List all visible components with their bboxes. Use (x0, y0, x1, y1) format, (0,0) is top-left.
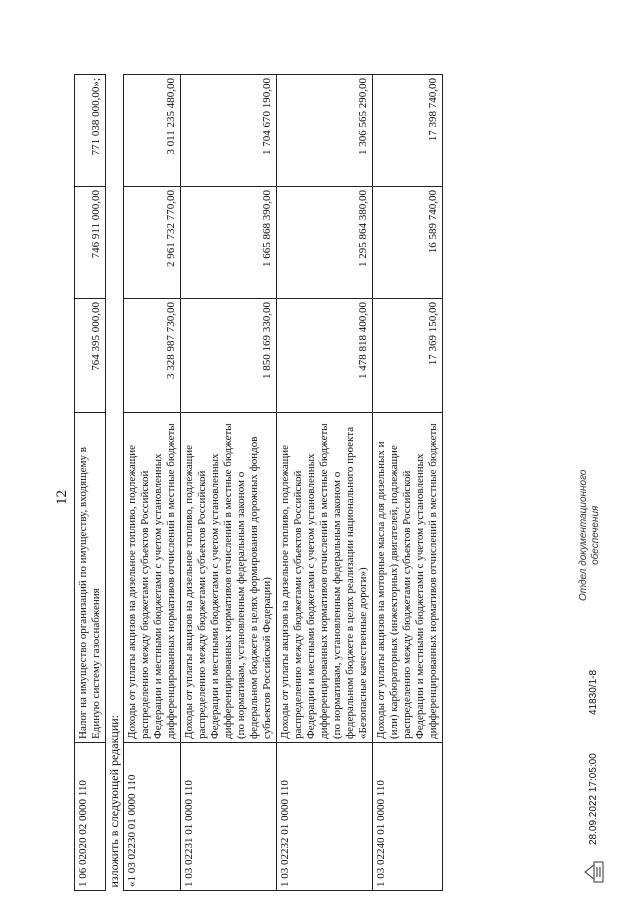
budget-code-cell: 1 03 02231 01 0000 110 (181, 743, 277, 891)
amount-cell-year2: 2 961 732 770,00 (124, 187, 181, 299)
footer-department-line1: Отдел документационного (578, 469, 589, 601)
amount-cell-year2: 746 911 000,00 (75, 187, 106, 299)
table-row (181, 75, 277, 891)
budget-code-cell: 1 03 02232 01 0000 110 (277, 743, 373, 891)
table-row (75, 75, 106, 891)
description-cell: Доходы от уплаты акцизов на дизельное топливо, подлежащие распределению между бюджетами субъектов Российской Федерации и местными бюджетами с учетом установленных дифференцированных нормативов отчислений в местные бюджеты (по нормативам, установленным федеральным законом о федеральном бюджете в целях формирования дорожных фондов субъектов Российской Федерации) (181, 413, 277, 743)
table-row (277, 75, 373, 891)
amount-cell-year2: 1 665 868 390,00 (181, 187, 277, 299)
budget-code-cell: 1 06 02020 02 0000 110 (75, 743, 106, 891)
amount-cell-year1: 17 369 150,00 (373, 299, 443, 413)
table-row (124, 75, 181, 891)
document-footer (576, 75, 616, 891)
amount-cell-year3: 1 704 670 190,00 (181, 75, 277, 187)
description-cell: Доходы от уплаты акцизов на дизельное топливо, подлежащие распределению между бюджетами субъектов Российской Федерации и местными бюджетами с учетом установленных дифференцированных нормативов отчислений в местные бюджеты (124, 413, 181, 743)
document-page (20, 65, 620, 905)
amendment-heading-row (106, 75, 124, 891)
footer-datetime: 28.09.2022 17:05:00 (588, 753, 599, 845)
budget-code-cell: «1 03 02230 01 0000 110 (124, 743, 181, 891)
amount-cell-year1: 1 478 818 400,00 (277, 299, 373, 413)
footer-department-line2: обеспечения (590, 505, 601, 565)
description-cell: Доходы от уплаты акцизов на дизельное топливо, подлежащие распределению между бюджетами субъектов Российской Федерации и местными бюджетами с учетом установленных дифференцированных нормативов отчислений в местные бюджеты (по нормативам, установленным федеральным законом о федеральном бюджете в целях реализации национального проекта «Безопасные качественные дороги») (277, 413, 373, 743)
registry-stamp-icon (580, 859, 606, 885)
budget-code-cell: 1 03 02240 01 0000 110 (373, 743, 443, 891)
amount-cell-year1: 764 395 000,00 (75, 299, 106, 413)
description-cell: Налог на имущество организаций по имуществу, входящему в Единую систему газоснабжения (75, 413, 106, 743)
revenue-table (74, 74, 443, 891)
amount-cell-year3: 3 011 235 480,00 (124, 75, 181, 187)
amount-cell-year3: 771 038 000,00»; (75, 75, 106, 187)
amount-cell-year3: 17 398 740,00 (373, 75, 443, 187)
footer-doc-number: 41830/1-8 (588, 669, 599, 715)
amount-cell-year3: 1 306 565 290,00 (277, 75, 373, 187)
description-cell: Доходы от уплаты акцизов на моторные масла для дизельных и (или) карбюраторных (инжекторных) двигателей, подлежащие распределению между бюджетами субъектов Российской Федерации и местными бюджетами с учетом установленных дифференцированных нормативов отчислений в местные бюджеты (373, 413, 443, 743)
amount-cell-year2: 1 295 864 380,00 (277, 187, 373, 299)
amount-cell-year2: 16 589 740,00 (373, 187, 443, 299)
table-row (373, 75, 443, 891)
amendment-heading: изложить в следующей редакции: (106, 75, 124, 891)
amount-cell-year1: 3 328 987 730,00 (124, 299, 181, 413)
footer-department (578, 470, 602, 601)
page-number: 12 (54, 490, 70, 505)
amount-cell-year1: 1 850 169 330,00 (181, 299, 277, 413)
